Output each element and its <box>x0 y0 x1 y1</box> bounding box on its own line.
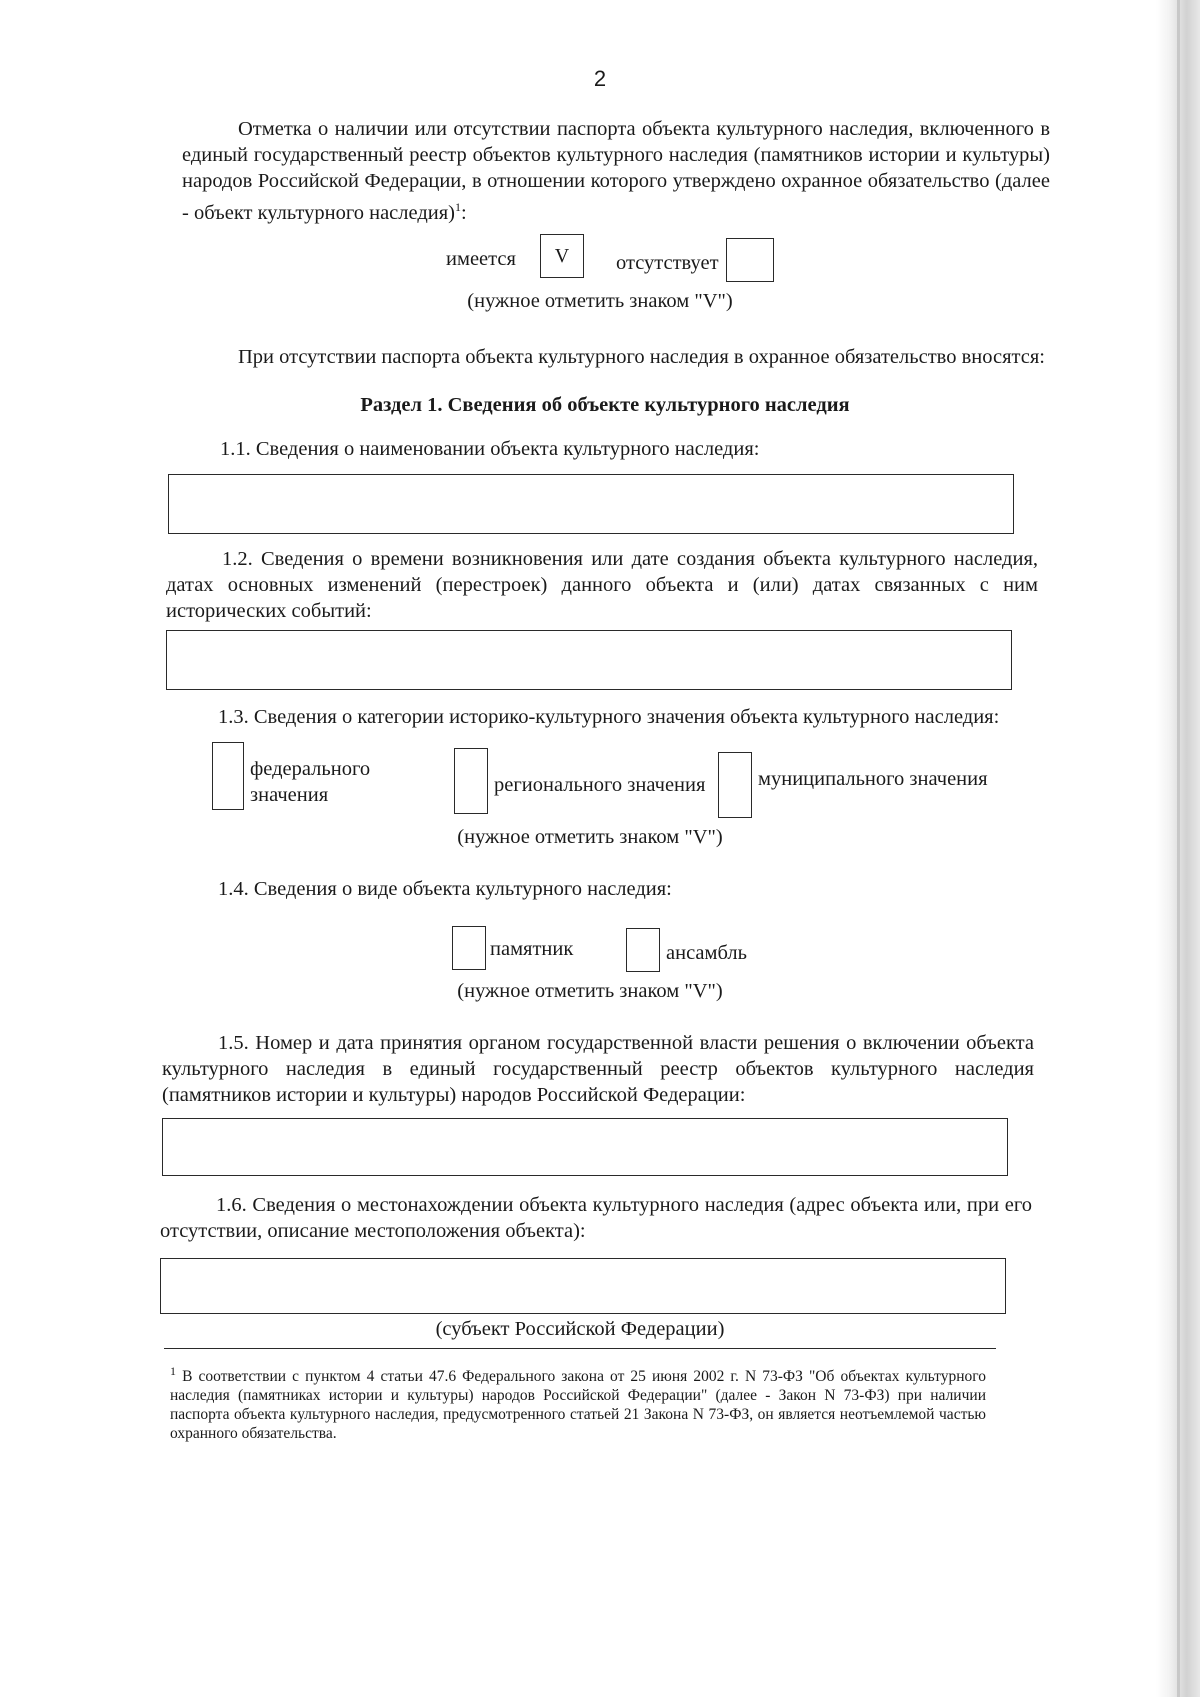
page-number: 2 <box>593 66 607 91</box>
category-federal-checkbox[interactable] <box>212 742 244 810</box>
kind-monument-checkbox[interactable] <box>452 926 486 970</box>
subject-caption: (субъект Российской Федерации) <box>435 1318 725 1340</box>
category-regional-label: регионального значения <box>494 774 706 796</box>
category-federal-label <box>250 756 370 808</box>
footnote-text: В соответствии с пунктом 4 статьи 47.6 Федерального закона от 25 июня 2002 г. N 73-ФЗ "Об объектах культурного наследия (памятниках истории и культуры) народов Российской Федерации" (далее - Закон N 73-ФЗ) при наличии паспорта объекта культурного наследия, предусмотренного статьей 21 Закона N 73-ФЗ, он является неотъемлемой частью охранного обязательства. <box>170 1368 986 1443</box>
item-1-6-field[interactable] <box>160 1258 1006 1314</box>
item-1-1-field[interactable] <box>168 474 1014 534</box>
item-1-6-label: 1.6. Сведения о местонахождении объекта культурного наследия (адрес объекта или, при его отсутствии, описание местоположения объекта): <box>160 1194 1032 1242</box>
passport-absent-checkbox[interactable] <box>726 238 774 282</box>
passport-mark-suffix: : <box>460 201 467 224</box>
item-1-5-field[interactable] <box>162 1118 1008 1176</box>
kind-ensemble-label: ансамбль <box>666 942 747 964</box>
category-federal-line2: значения <box>250 784 329 806</box>
footnote-marker: 1 <box>170 1364 176 1378</box>
absent-note-text: При отсутствии паспорта объекта культурного наследия в охранное обязательство вносятся: <box>238 346 1045 368</box>
scan-edge-line <box>1177 0 1180 1697</box>
category-hint: (нужное отметить знаком "V") <box>457 826 723 848</box>
item-1-2-paragraph <box>166 546 1038 624</box>
passport-mark-text: Отметка о наличии или отсутствии паспорта объекта культурного наследия, включенного в единый государственный реестр объектов культурного наследия (памятников истории и культуры) народов Российской Федерации, в отношении которого утверждено охранное обязательство (далее - объект культурного наследия) <box>182 118 1050 224</box>
item-1-6-paragraph <box>160 1192 1032 1244</box>
item-1-4-label: 1.4. Сведения о виде объекта культурного наследия: <box>218 878 672 900</box>
section-1-title: Раздел 1. Сведения об объекте культурного наследия <box>360 394 850 416</box>
footnote-ref: 1 <box>454 200 461 214</box>
passport-absent-label: отсутствует <box>616 252 719 274</box>
category-municipal-checkbox[interactable] <box>718 752 752 818</box>
item-1-5-paragraph <box>162 1030 1034 1108</box>
passport-mark-paragraph <box>182 116 1050 226</box>
category-regional-checkbox[interactable] <box>454 748 488 814</box>
passport-present-checkbox[interactable] <box>540 234 584 278</box>
kind-ensemble-checkbox[interactable] <box>626 928 660 972</box>
footnote <box>170 1362 986 1443</box>
item-1-2-label: 1.2. Сведения о времени возникновения или дате создания объекта культурного наследия, датах основных изменений (перестроек) данного объекта и (или) датах связанных с ним исторических событий: <box>166 548 1038 622</box>
category-municipal-label: муниципального значения <box>758 768 988 790</box>
item-1-2-field[interactable] <box>166 630 1012 690</box>
passport-present-mark: V <box>554 245 570 267</box>
footnote-separator <box>164 1348 996 1349</box>
category-federal-line1: федерального <box>250 758 371 780</box>
item-1-3-label: 1.3. Сведения о категории историко-культурного значения объекта культурного наследия: <box>218 706 1000 728</box>
passport-hint: (нужное отметить знаком "V") <box>467 290 733 312</box>
kind-hint: (нужное отметить знаком "V") <box>457 980 723 1002</box>
item-1-5-label: 1.5. Номер и дата принятия органом государственной власти решения о включении объекта культурного наследия в единый государственный реестр объектов культурного наследия (памятников истории и культуры) народов Российской Федерации: <box>162 1032 1034 1106</box>
kind-monument-label: памятник <box>490 938 574 960</box>
item-1-1-label: 1.1. Сведения о наименовании объекта культурного наследия: <box>220 438 760 460</box>
absent-note <box>182 344 1050 370</box>
passport-present-label: имеется <box>446 248 516 270</box>
